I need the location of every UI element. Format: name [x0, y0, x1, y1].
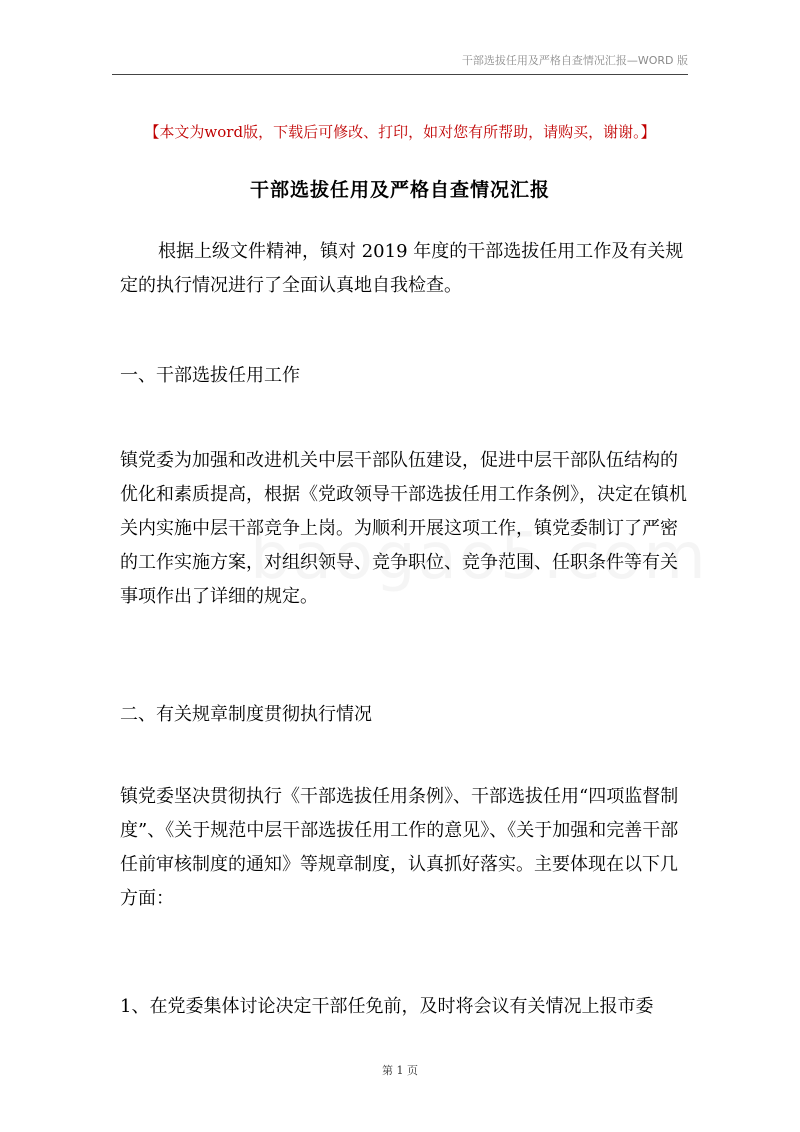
- watermark: [250, 520, 708, 594]
- list-item-1: 1、在党委集体讨论决定干部任免前，及时将会议有关情况上报市委: [120, 996, 654, 1017]
- section-2-body: 镇党委坚决贯彻执行《干部选拔任用条例》、干部选拔任用“四项监督制度”、《关于规范中层干部选拔任用工作的意见》、《关于加强和完善干部任前审核制度的通知》等规章制度，认真抓好落实。主要体现在以下几方面：: [120, 786, 679, 909]
- header-divider: [112, 74, 688, 75]
- section-1-body: 镇党委为加强和改进机关中层干部队伍建设，促进中层干部队伍结构的优化和素质提高，根据《党政领导干部选拔任用工作条例》，决定在镇机关内实施中层干部竞争上岗。为顺利开展这项工作，镇党委制订了严密的工作实施方案，对组织领导、竞争职位、竞争范围、任职条件等有关事项作出了详细的规定。: [120, 450, 687, 607]
- section-1-heading: 一、干部选拔任用工作: [120, 365, 300, 386]
- document-title: 干部选拔任用及严格自查情况汇报: [249, 179, 550, 201]
- download-notice: 【本文为word版，下载后可修改、打印，如对您有所帮助，请购买，谢谢。】: [144, 123, 656, 141]
- running-header: 干部选拔任用及严格自查情况汇报—WORD 版: [461, 54, 688, 67]
- intro-paragraph: 根据上级文件精神，镇对 2019 年度的干部选拔任用工作及有关规定的执行情况进行了全面认真地自我检查。: [120, 241, 684, 296]
- page-number: 第 1 页: [382, 1064, 418, 1077]
- section-2-heading: 二、有关规章制度贯彻执行情况: [120, 704, 372, 725]
